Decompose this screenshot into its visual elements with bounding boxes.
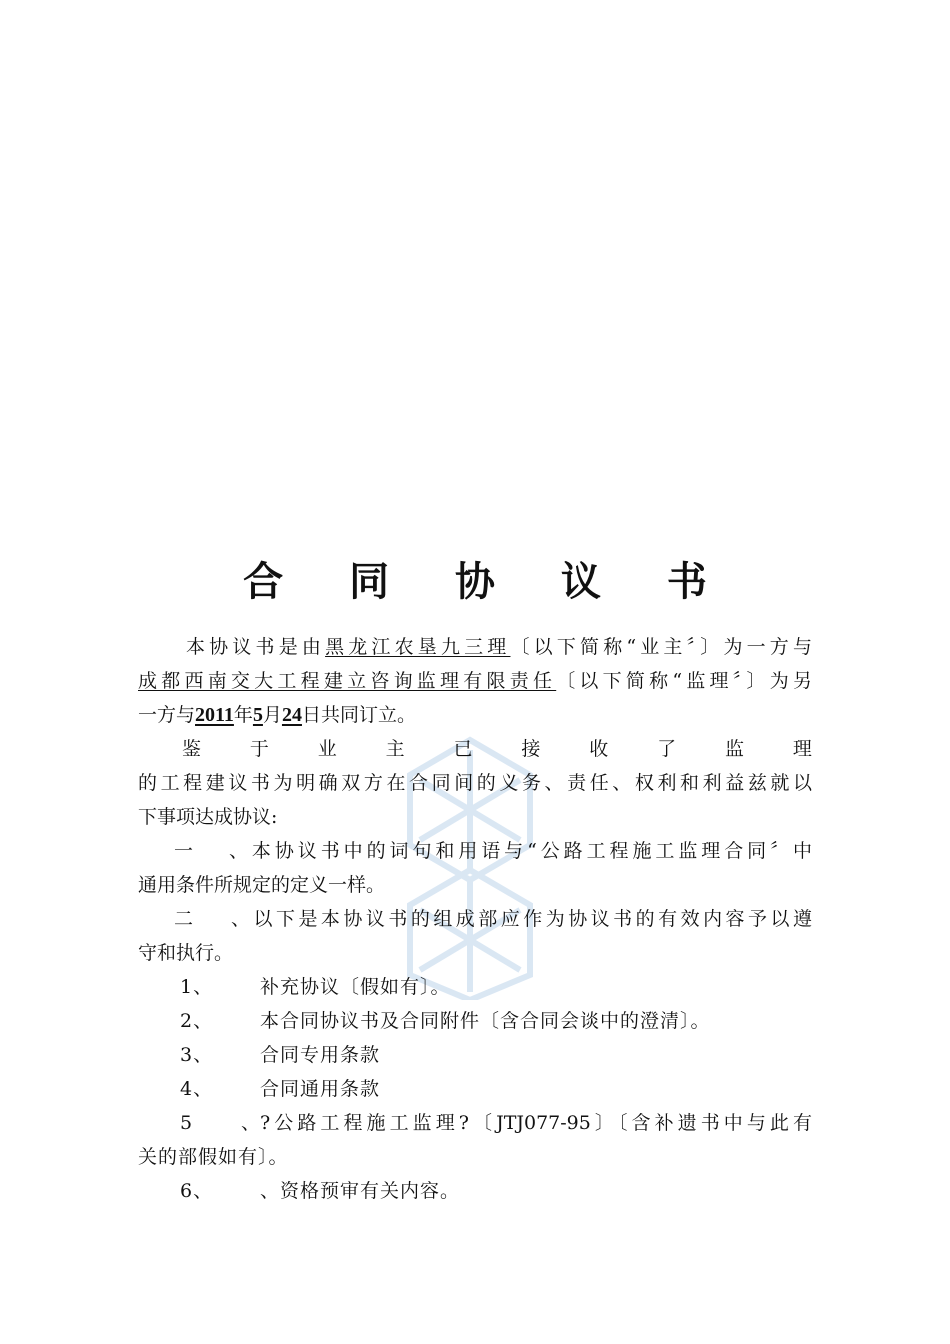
list-item xyxy=(138,1072,812,1106)
list-item-text: ?公路工程施工监理?〔JTJ077-95〕〔含补遗书中与此有 xyxy=(260,1112,812,1134)
paragraph-1-line-1 xyxy=(138,630,812,664)
document-body xyxy=(138,630,812,1208)
paragraph-2-line-3: 下事项达成协议: xyxy=(138,806,278,828)
list-item-continuation: 关的部假如有〕。 xyxy=(138,1146,289,1168)
supervisor-name: 成都西南交大工程建立咨询监理有限责任 xyxy=(138,670,557,692)
item-2-text: 以下是本协议书的组成部应作为协议书的有效内容予以遵 xyxy=(250,908,812,930)
paragraph-1-line-2 xyxy=(138,664,812,698)
list-item-number: 4、 xyxy=(180,1078,214,1100)
list-item-number: 2、 xyxy=(180,1010,214,1032)
p2-char: 理 xyxy=(792,738,812,760)
year-unit: 年 xyxy=(233,704,253,726)
p2-char: 主 xyxy=(385,738,405,760)
p1-closing: 日共同订立。 xyxy=(301,704,416,726)
item-2-number: 二、 xyxy=(174,908,250,930)
list-item-number: 5、 xyxy=(180,1112,260,1134)
p2-char: 于 xyxy=(249,738,269,760)
list-item-number: 1、 xyxy=(180,976,214,998)
item-2-line-1 xyxy=(138,902,812,936)
p2-char: 业 xyxy=(317,738,337,760)
p1-intro: 本协议书是由 xyxy=(186,636,326,658)
document-title: 合 同 协 议 书 xyxy=(243,559,733,605)
p2-char: 了 xyxy=(657,738,677,760)
list-item-number: 3、 xyxy=(180,1044,214,1066)
p1-supervisor-alias: 〔以下简称“监理〞〕为另 xyxy=(556,670,812,692)
p2-char: 接 xyxy=(521,738,541,760)
list-item xyxy=(138,1106,812,1140)
p2-char: 鉴 xyxy=(182,738,202,760)
item-2-line-2: 守和执行。 xyxy=(138,942,234,964)
paragraph-2-line-1 xyxy=(138,732,812,766)
list-item-text: 合同专用条款 xyxy=(260,1044,381,1066)
list-item xyxy=(138,970,812,1004)
item-1-text: 本协议书中的词句和用语与“公路工程施工监理合同〞中 xyxy=(248,840,812,862)
p2-char: 收 xyxy=(589,738,609,760)
list-item-text: 合同通用条款 xyxy=(260,1078,381,1100)
paragraph-1-line-3 xyxy=(138,698,812,732)
list-item xyxy=(138,1038,812,1072)
item-1-line-2: 通用条件所规定的定义一样。 xyxy=(138,874,386,896)
month-unit: 月 xyxy=(262,704,282,726)
p1-owner-alias: 〔以下简称“业主〞〕为一方与 xyxy=(510,636,812,658)
paragraph-2-line-2: 的工程建议书为明确双方在合同间的义务、责任、权利和利益兹就以 xyxy=(138,772,812,794)
p1-other-party: 一方与 xyxy=(138,704,196,726)
owner-name: 黑龙江农垦九三理 xyxy=(325,636,511,658)
p2-char: 监 xyxy=(725,738,745,760)
item-1-number: 一、 xyxy=(174,840,248,862)
p2-char: 已 xyxy=(453,738,473,760)
list-item-text: 、资格预审有关内容。 xyxy=(260,1180,461,1202)
list-item-number: 6、 xyxy=(180,1180,214,1202)
list-item-text: 本合同协议书及合同附件〔含合同会谈中的澄清〕。 xyxy=(260,1010,711,1032)
list-item xyxy=(138,1174,812,1208)
contract-year: 2011 xyxy=(195,704,234,726)
list-item-text: 补充协议〔假如有〕。 xyxy=(260,976,451,998)
contract-day: 24 xyxy=(281,704,302,726)
item-1-line-1 xyxy=(138,834,812,868)
contract-month: 5 xyxy=(252,704,263,726)
list-item xyxy=(138,1004,812,1038)
